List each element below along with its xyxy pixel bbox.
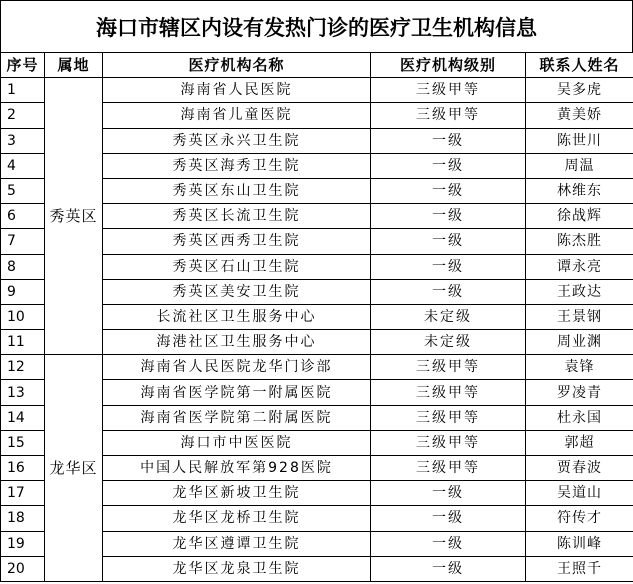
institution-name: 海南省儿童医院 <box>103 103 371 128</box>
institution-name: 中国人民解放军第928医院 <box>103 456 371 481</box>
table-body <box>1 78 633 582</box>
row-number: 7 <box>1 229 45 254</box>
row-number: 9 <box>1 279 45 304</box>
contact-name: 陈训峰 <box>526 531 633 556</box>
header-institution: 医疗机构名称 <box>103 53 371 78</box>
page-title: 海口市辖区内设有发热门诊的医疗卫生机构信息 <box>0 0 633 52</box>
table-row <box>1 355 633 380</box>
row-number: 1 <box>1 78 45 103</box>
contact-name: 王政达 <box>526 279 633 304</box>
row-number: 4 <box>1 153 45 178</box>
contact-name: 陈世川 <box>526 128 633 153</box>
row-number: 10 <box>1 304 45 329</box>
institution-name: 海南省医学院第一附属医院 <box>103 380 371 405</box>
contact-name: 王景钢 <box>526 304 633 329</box>
header-contact: 联系人姓名 <box>526 53 633 78</box>
contact-name: 符传才 <box>526 506 633 531</box>
institution-level: 一级 <box>371 506 526 531</box>
institution-level: 未定级 <box>371 304 526 329</box>
institution-level: 一级 <box>371 254 526 279</box>
table-header-row <box>1 53 633 78</box>
row-number: 20 <box>1 556 45 581</box>
institution-level: 一级 <box>371 128 526 153</box>
institution-name: 秀英区海秀卫生院 <box>103 153 371 178</box>
institution-level: 三级甲等 <box>371 380 526 405</box>
institution-name: 龙华区遵谭卫生院 <box>103 531 371 556</box>
institution-level: 三级甲等 <box>371 405 526 430</box>
region-cell: 秀英区 <box>45 78 103 355</box>
row-number: 19 <box>1 531 45 556</box>
row-number: 8 <box>1 254 45 279</box>
contact-name: 陈杰胜 <box>526 229 633 254</box>
institution-level: 一级 <box>371 279 526 304</box>
contact-name: 谭永亮 <box>526 254 633 279</box>
institution-level: 一级 <box>371 556 526 581</box>
institution-level: 三级甲等 <box>371 103 526 128</box>
institution-name: 海口市中医医院 <box>103 430 371 455</box>
contact-name: 郭超 <box>526 430 633 455</box>
institution-level: 一级 <box>371 153 526 178</box>
institution-level: 三级甲等 <box>371 355 526 380</box>
contact-name: 袁锋 <box>526 355 633 380</box>
row-number: 15 <box>1 430 45 455</box>
institution-level: 一级 <box>371 229 526 254</box>
institution-name: 长流社区卫生服务中心 <box>103 304 371 329</box>
institution-name: 秀英区美安卫生院 <box>103 279 371 304</box>
row-number: 6 <box>1 204 45 229</box>
header-level: 医疗机构级别 <box>371 53 526 78</box>
institution-level: 三级甲等 <box>371 456 526 481</box>
contact-name: 贾春波 <box>526 456 633 481</box>
institution-level: 三级甲等 <box>371 430 526 455</box>
institution-name: 海港社区卫生服务中心 <box>103 330 371 355</box>
table-row <box>1 78 633 103</box>
contact-name: 黄美娇 <box>526 103 633 128</box>
institution-name: 龙华区龙泉卫生院 <box>103 556 371 581</box>
clinic-table <box>0 52 633 582</box>
row-number: 12 <box>1 355 45 380</box>
institution-name: 海南省人民医院 <box>103 78 371 103</box>
header-no: 序号 <box>1 53 45 78</box>
institution-name: 龙华区新坡卫生院 <box>103 481 371 506</box>
institution-name: 秀英区西秀卫生院 <box>103 229 371 254</box>
row-number: 13 <box>1 380 45 405</box>
institution-name: 秀英区长流卫生院 <box>103 204 371 229</box>
contact-name: 林维东 <box>526 178 633 203</box>
contact-name: 杜永国 <box>526 405 633 430</box>
institution-name: 龙华区龙桥卫生院 <box>103 506 371 531</box>
contact-name: 罗凌青 <box>526 380 633 405</box>
contact-name: 徐战辉 <box>526 204 633 229</box>
contact-name: 吴多虎 <box>526 78 633 103</box>
row-number: 17 <box>1 481 45 506</box>
institution-name: 秀英区石山卫生院 <box>103 254 371 279</box>
row-number: 16 <box>1 456 45 481</box>
institution-level: 一级 <box>371 531 526 556</box>
row-number: 2 <box>1 103 45 128</box>
institution-name: 秀英区东山卫生院 <box>103 178 371 203</box>
contact-name: 王照千 <box>526 556 633 581</box>
contact-name: 周温 <box>526 153 633 178</box>
region-cell: 龙华区 <box>45 355 103 582</box>
institution-name: 秀英区永兴卫生院 <box>103 128 371 153</box>
row-number: 18 <box>1 506 45 531</box>
row-number: 5 <box>1 178 45 203</box>
institution-name: 海南省人民医院龙华门诊部 <box>103 355 371 380</box>
institution-level: 一级 <box>371 178 526 203</box>
contact-name: 周业渊 <box>526 330 633 355</box>
institution-level: 未定级 <box>371 330 526 355</box>
institution-level: 一级 <box>371 481 526 506</box>
row-number: 11 <box>1 330 45 355</box>
row-number: 14 <box>1 405 45 430</box>
institution-level: 三级甲等 <box>371 78 526 103</box>
contact-name: 吴道山 <box>526 481 633 506</box>
institution-level: 一级 <box>371 204 526 229</box>
header-region: 属地 <box>45 53 103 78</box>
institution-name: 海南省医学院第二附属医院 <box>103 405 371 430</box>
row-number: 3 <box>1 128 45 153</box>
